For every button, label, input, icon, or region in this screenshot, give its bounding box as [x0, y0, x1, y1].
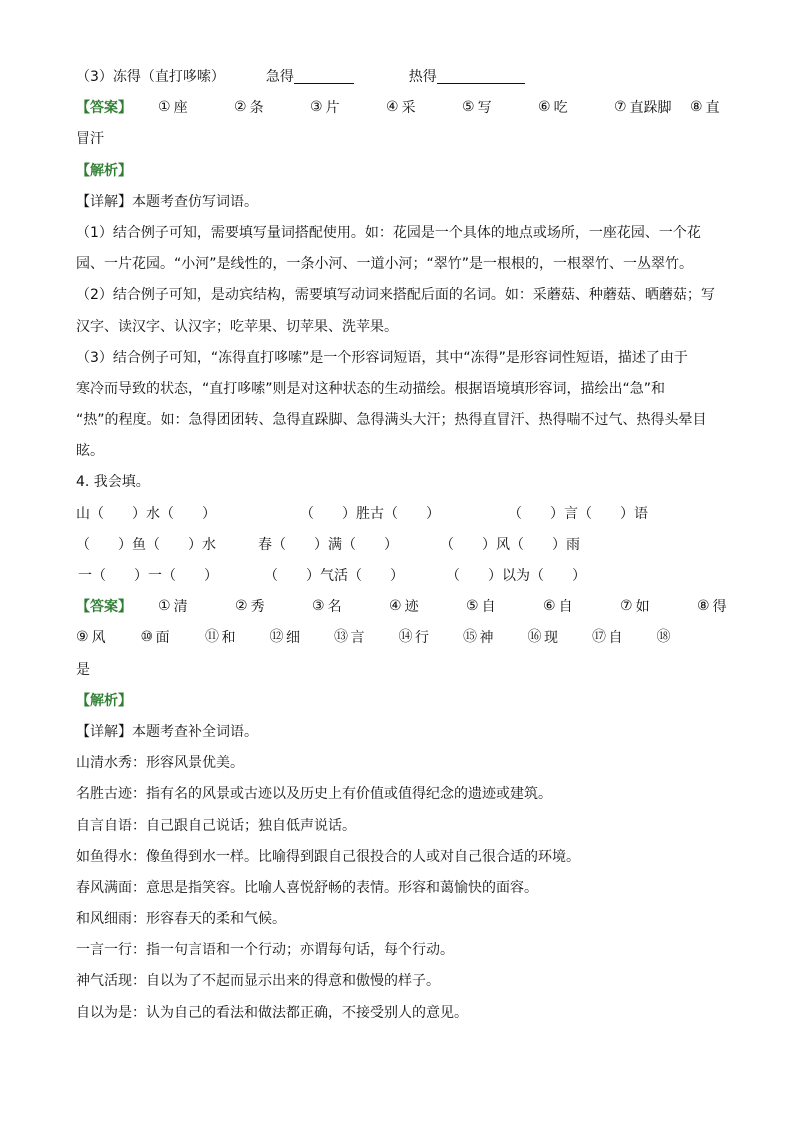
answer-item — [234, 93, 264, 124]
analysis-detail: 【详解】本题考查补全词语。 — [76, 723, 258, 740]
analysis-detail: 【详解】本题考查仿写词语。 — [76, 193, 258, 210]
answer-item — [389, 592, 419, 623]
idiom-blank-group[interactable]: （ ）胜古（ ） — [300, 505, 440, 522]
analysis-line: “热”的程度。如：急得团团转、急得直跺脚、急得满头大汗；热得直冒汗、热得喘不过气、热得头晕目 — [76, 412, 707, 429]
answer-item — [334, 623, 365, 654]
analysis-line: 眩。 — [76, 443, 104, 460]
idiom-explanation: 神气活现：自以为了不起而显示出来的得意和傲慢的样子。 — [76, 973, 440, 990]
answer-item — [466, 592, 496, 623]
answer-number: ⑪ — [205, 629, 219, 646]
answer-text: 采 — [401, 100, 416, 117]
answer-number: ⑱ — [656, 629, 670, 646]
answer-item — [538, 93, 568, 124]
answer-number: ⑧ — [697, 598, 710, 615]
answer-item — [657, 623, 674, 654]
answer-item — [399, 623, 430, 654]
ji-blank[interactable] — [294, 67, 354, 84]
answer-text: 自 — [558, 599, 573, 616]
idiom-explanation: 名胜古迹：指有名的风景或古迹以及历史上有价值或值得纪念的遗迹或建筑。 — [76, 786, 552, 803]
answer-text: 迹 — [404, 599, 419, 616]
answer-number: ⑤ — [466, 598, 479, 615]
answer-text: 得 — [712, 599, 727, 616]
answer-1-line — [76, 93, 726, 124]
answer-text: 名 — [327, 599, 342, 616]
question-3-line — [76, 62, 726, 93]
answer-number: ⑮ — [463, 629, 477, 646]
answer-number: ⑯ — [527, 629, 541, 646]
answer-number: ⑫ — [269, 629, 283, 646]
answer-item — [310, 93, 340, 124]
question-4-row — [76, 499, 726, 530]
analysis-tag: 【解析】 — [76, 692, 132, 709]
answer-item — [205, 623, 236, 654]
answer-text: 细 — [286, 630, 300, 647]
answer-text: 秀 — [250, 599, 265, 616]
idiom-blank-group[interactable]: 春（ ）满（ ） — [258, 536, 398, 553]
question-4-row — [76, 561, 726, 592]
answer-text: 自 — [481, 599, 496, 616]
answer-text: 神 — [479, 630, 494, 647]
answer-tag: 【答案】 — [76, 100, 132, 117]
answer-number: ⑥ — [543, 598, 556, 615]
idiom-blank-group[interactable]: （ ）鱼（ ）水 — [76, 536, 216, 553]
answer-text: 条 — [249, 100, 264, 117]
answer-item — [697, 592, 727, 623]
answer-2-line — [76, 623, 726, 654]
answer-number: ① — [158, 598, 171, 615]
answer-item — [528, 623, 559, 654]
answer-item — [158, 592, 188, 623]
answer-number: ⑭ — [398, 629, 412, 646]
idiom-explanation: 自以为是：认为自己的看法和做法都正确，不接受别人的意见。 — [76, 1004, 468, 1021]
idiom-blank-group[interactable]: （ ）以为（ ） — [446, 568, 586, 584]
idiom-blank-group[interactable]: 一（ ）一（ ） — [78, 568, 218, 584]
answer-text: 和 — [221, 630, 236, 647]
answer-item — [592, 623, 623, 654]
answer-item — [235, 592, 265, 623]
idiom-explanation: 和风细雨：形容春天的柔和气候。 — [76, 911, 286, 928]
answer-text: 现 — [544, 630, 558, 647]
answer-number: ⑥ — [538, 99, 551, 116]
answer-tag: 【答案】 — [76, 599, 132, 616]
answer-item — [386, 93, 416, 124]
answer-2-line — [76, 592, 726, 623]
answer-item — [270, 623, 301, 654]
answer-text: 写 — [477, 100, 492, 117]
answer-text: 清 — [173, 599, 188, 616]
idiom-blank-group[interactable]: （ ）气活（ ） — [264, 568, 404, 584]
idiom-blank-group[interactable]: 山（ ）水（ ） — [76, 505, 216, 522]
analysis-line: （3）结合例子可知，“冻得直打哆嗦”是一个形容词短语，其中“冻得”是形容词性短语，描述了由于 — [76, 349, 688, 366]
answer-number: ⑩ — [140, 629, 153, 646]
answer-number: ② — [235, 598, 248, 615]
idiom-explanation: 自言自语：自己跟自己说话；独自低声说话。 — [76, 817, 356, 834]
answer-number: ③ — [312, 598, 325, 615]
re-label: 热得 — [408, 69, 437, 85]
answer-item — [620, 592, 650, 623]
answer-number: ② — [234, 99, 247, 116]
analysis-line: 汉字、读汉字、认汉字；吃苹果、切苹果、洗苹果。 — [76, 318, 398, 335]
answer-number: ⑦ — [620, 598, 633, 615]
answer-item — [463, 623, 494, 654]
answer-number: ⑤ — [462, 99, 475, 116]
answer-number: ⑬ — [334, 629, 348, 646]
question-3-prefix: （3）冻得（直打哆嗦） — [76, 69, 225, 85]
analysis-line: （2）结合例子可知，是动宾结构，需要填写动词来搭配后面的名词。如：采蘑菇、种蘑菇、晒蘑菇；写 — [76, 287, 715, 304]
answer-number: ④ — [389, 598, 402, 615]
answer-item — [76, 623, 106, 654]
answer-text: 直 — [705, 100, 720, 117]
answer-number: ⑨ — [76, 629, 89, 646]
analysis-line: （1）结合例子可知，需要填写量词搭配使用。如：花园是一个具体的地点或场所，一座花园、一个花 — [76, 224, 701, 241]
answer-text: 行 — [415, 630, 429, 647]
answer-item — [462, 93, 492, 124]
answer-2-continuation: 是 — [76, 661, 90, 678]
answer-number: ④ — [386, 99, 399, 116]
analysis-line: 寒冷而导致的状态，“直打哆嗦”则是对这种状态的生动描绘。根据语境填形容词，描绘出“急”和 — [76, 380, 666, 397]
answer-number: ③ — [310, 99, 323, 116]
answer-text: 片 — [325, 100, 340, 117]
analysis-line: 园、一片花园。“小河”是线性的，一条小河、一道小河；“翠竹”是一根根的，一根翠竹、一丛翠竹。 — [76, 256, 694, 273]
idiom-explanation: 一言一行：指一句言语和一个行动；亦谓每句话，每个行动。 — [76, 942, 454, 959]
idiom-explanation: 山清水秀：形容风景优美。 — [76, 755, 244, 772]
answer-item — [543, 592, 573, 623]
answer-text: 如 — [635, 599, 650, 616]
analysis-tag: 【解析】 — [76, 162, 132, 179]
document-page — [76, 62, 726, 1029]
re-blank[interactable] — [437, 67, 525, 84]
answer-item — [614, 93, 672, 124]
answer-item — [690, 93, 720, 124]
answer-text: 言 — [350, 630, 365, 647]
idiom-explanation: 如鱼得水：像鱼得到水一样。比喻得到跟自己很投合的人或对自己很合适的环境。 — [76, 848, 580, 865]
answer-item — [312, 592, 342, 623]
idiom-blank-group[interactable]: （ ）风（ ）雨 — [440, 536, 580, 553]
answer-text: 直跺脚 — [629, 100, 672, 117]
answer-text: 风 — [91, 630, 106, 647]
answer-number: ① — [158, 99, 171, 116]
answer-number: ⑦ — [614, 99, 627, 116]
answer-number: ⑧ — [690, 99, 703, 116]
answer-1-continuation: 冒汗 — [76, 131, 104, 148]
ji-label: 急得 — [265, 69, 294, 85]
answer-item — [141, 623, 170, 654]
answer-number: ⑰ — [592, 629, 606, 646]
question-4-row — [76, 530, 726, 561]
answer-text: 座 — [173, 100, 188, 117]
answer-item — [158, 93, 188, 124]
answer-text: 自 — [608, 630, 623, 647]
question-4-title: 4. 我会填。 — [76, 474, 150, 491]
idiom-blank-group[interactable]: （ ）言（ ）语 — [508, 505, 648, 522]
answer-text: 面 — [155, 630, 170, 647]
idiom-explanation: 春风满面：意思是指笑容。比喻人喜悦舒畅的表情。形容和蔼愉快的面容。 — [76, 879, 538, 896]
answer-text: 吃 — [553, 100, 568, 117]
